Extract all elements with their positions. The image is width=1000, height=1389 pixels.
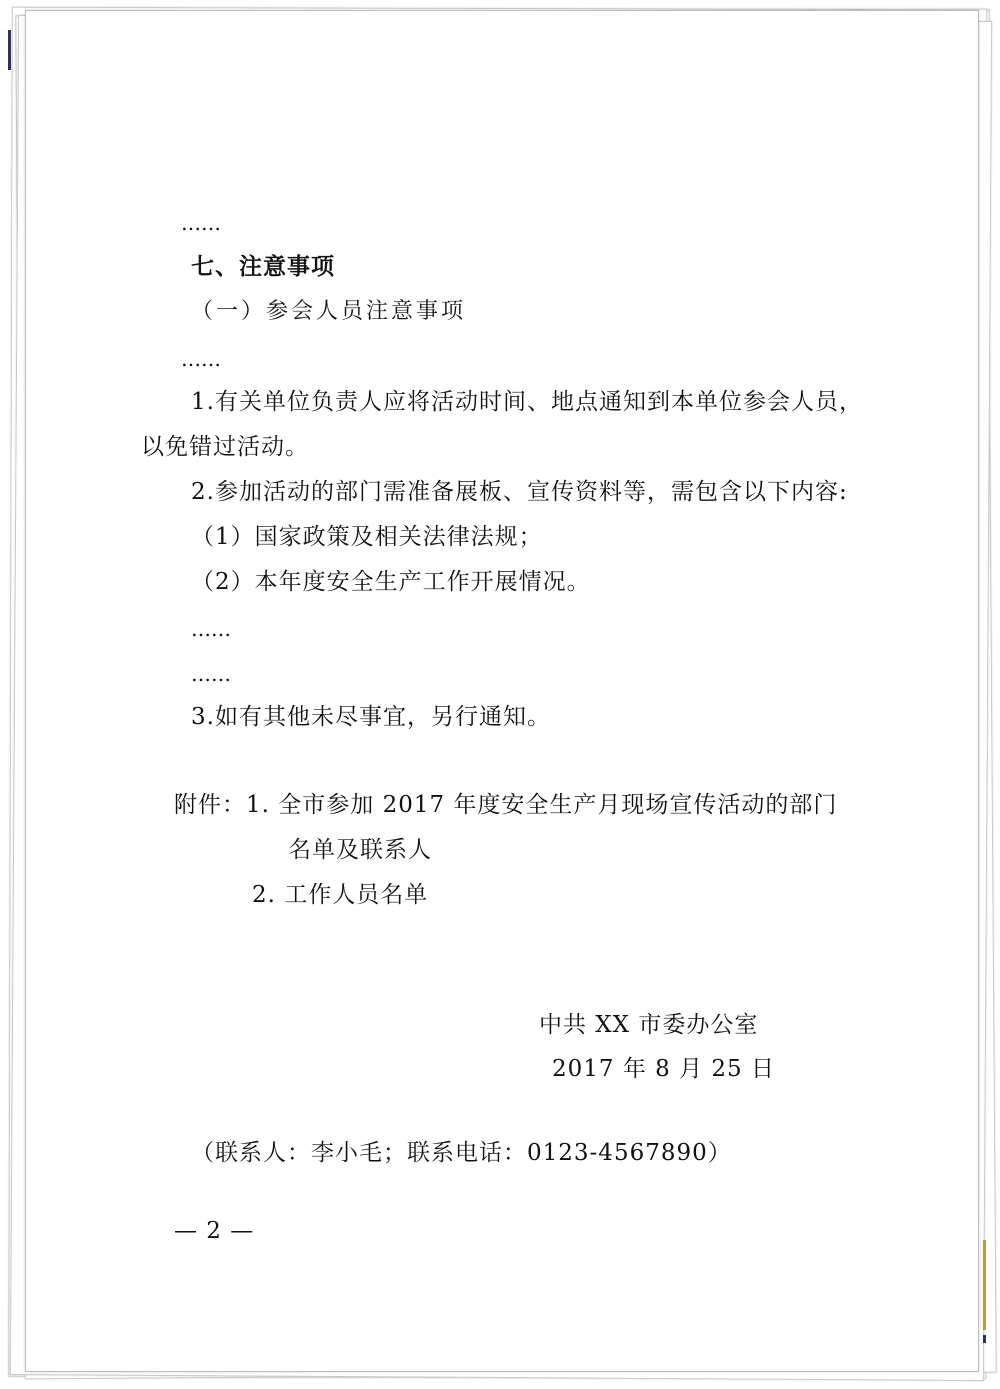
attachments-line-1: 附件：1. 全市参加 2017 年度安全生产月现场宣传活动的部门 <box>174 792 838 818</box>
attachments-line-1-continued: 名单及联系人 <box>288 837 432 863</box>
subsection-heading: （一）参会人员注意事项 <box>191 299 467 324</box>
item-1-line-1: 1.有关单位负责人应将活动时间、地点通知到本单位参会人员， <box>191 389 863 415</box>
ellipsis: …… <box>191 617 231 641</box>
page-number: — 2 — <box>174 1218 255 1244</box>
ellipsis: …… <box>191 662 231 686</box>
paper-edge-accent <box>983 1240 986 1330</box>
section-heading: 七、注意事项 <box>191 254 335 280</box>
ellipsis: …… <box>181 347 221 371</box>
item-2-sub-1: （1）国家政策及相关法律法规； <box>191 524 543 550</box>
attachments-line-2: 2. 工作人员名单 <box>252 882 429 908</box>
ellipsis: …… <box>181 211 221 235</box>
item-3: 3.如有其他未尽事宜，另行通知。 <box>191 704 551 730</box>
item-1-line-2: 以免错过活动。 <box>141 434 309 460</box>
item-2-sub-2: （2）本年度安全生产工作开展情况。 <box>191 569 591 595</box>
paper-edge-accent <box>983 1335 986 1343</box>
item-2: 2.参加活动的部门需准备展板、宣传资料等，需包含以下内容: <box>191 479 848 505</box>
contact-info: （联系人：李小毛；联系电话：0123-4567890） <box>191 1140 732 1166</box>
signature-date: 2017 年 8 月 25 日 <box>552 1056 775 1082</box>
signature-org: 中共 XX 市委办公室 <box>539 1012 759 1038</box>
document-page <box>25 10 979 1372</box>
paper-edge-accent <box>8 30 11 70</box>
